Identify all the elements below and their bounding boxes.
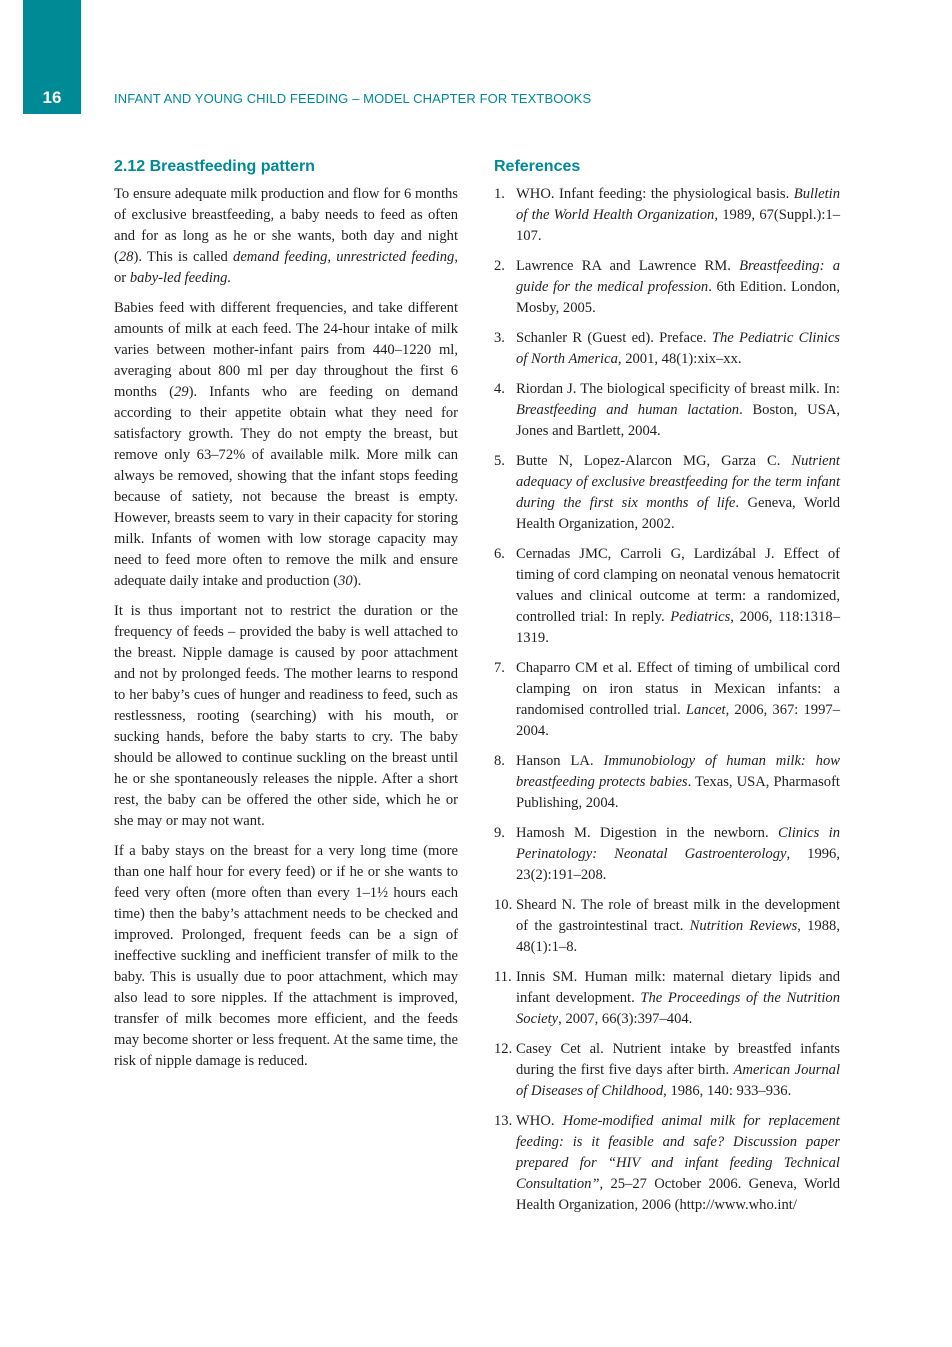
italic-text: Immunobiology of human milk: how breastfeeding protects babies: [516, 753, 840, 790]
reference-item: [494, 451, 840, 535]
reference-item: [494, 751, 840, 814]
text-run: . Boston, USA, Jones and Bartlett, 2004.: [516, 402, 840, 439]
reference-item: [494, 967, 840, 1030]
text-run: , 1996, 23(2):191–208.: [516, 846, 840, 883]
italic-text: The Pediatric Clinics of North America: [516, 330, 840, 367]
text-run: , 25–27 October 2006. Geneva, World Health Organization, 2006 (http://www.who.int/: [516, 1176, 840, 1213]
text-run: Chaparro CM et al. Effect of timing of umbilical cord clamping on iron status in Mexican infants: a randomised controlled trial.: [516, 660, 840, 718]
text-run: , 2001, 48(1):xix–xx.: [617, 351, 742, 367]
italic-text: demand feeding, unrestricted feeding: [233, 249, 455, 265]
italic-text: 30: [338, 573, 353, 589]
reference-item: [494, 256, 840, 319]
reference-number: 10.: [494, 897, 513, 913]
italic-text: baby-led feeding.: [129, 270, 232, 286]
text-run: . 6th Edition. London, Mosby, 2005.: [516, 279, 840, 316]
reference-number: 7.: [494, 660, 505, 676]
text-run: Riordan J. The biological specificity of breast milk. In:: [516, 381, 840, 397]
body-paragraph: [114, 184, 458, 289]
text-run: Casey Cet al. Nutrient intake by breastfed infants during the first five days after birth.: [516, 1041, 840, 1078]
italic-text: 28: [118, 249, 134, 265]
text-run: It is thus important not to restrict the duration or the frequency of feeds – provided the baby is well attached to the breast. Nipple damage is caused by poor attachment and not by prolonged feeds. The mother learns to respond to her baby’s cues of hunger and readiness to feed, such as restlessness, rooting (searching) with his mouth, or sucking hands, before the baby starts to cry. The baby should be allowed to continue suckling on the breast until he or she spontaneously releases the nipple. After a short rest, the baby can be offered the other side, which he or she may or may not want.: [114, 603, 458, 829]
body-paragraph: [114, 298, 458, 592]
reference-item: [494, 1039, 840, 1102]
references-heading: References: [494, 158, 581, 175]
text-run: , 2006, 367: 1997–2004.: [516, 702, 840, 739]
text-run: Schanler R (Guest ed). Preface.: [516, 330, 712, 346]
reference-number: 1.: [494, 186, 505, 202]
text-run: , 2006, 118:1318–1319.: [516, 609, 840, 646]
italic-text: The Proceedings of the Nutrition Society: [516, 990, 840, 1027]
italic-text: Home-modified animal milk for replacement feeding: is it feasible and safe? Discussion paper prepared for “HIV and infant feeding Technical Consultation”: [516, 1113, 840, 1192]
reference-number: 6.: [494, 546, 505, 562]
text-run: If a baby stays on the breast for a very long time (more than one half hour for every feed) or if he or she wants to feed very often (more often than every 1–1½ hours each time) then the baby’s attachment needs to be checked and improved. Prolonged, frequent feeds can be a sign of ineffective suckling and inefficient transfer of milk to the baby. This is usually due to poor attachment, which may also lead to sore nipples. If the attachment is improved, transfer of milk becomes more efficient, and the feeds may become shorter or less frequent. At the same time, the risk of nipple damage is reduced.: [114, 843, 458, 1069]
reference-number: 5.: [494, 453, 505, 469]
italic-text: American Journal of Diseases of Childhood: [516, 1062, 840, 1099]
page-number: 16: [42, 88, 62, 107]
italic-text: Nutrition Reviews: [689, 918, 798, 934]
text-run: , 1989, 67(Suppl.):1–107.: [516, 207, 840, 244]
reference-number: 2.: [494, 258, 505, 274]
text-run: ). This is called: [133, 249, 234, 265]
text-run: , 2007, 66(3):397–404.: [558, 1011, 693, 1027]
italic-text: Clinics in Perinatology: Neonatal Gastroenterology: [516, 825, 840, 862]
reference-item: [494, 379, 840, 442]
body-paragraph: [114, 841, 458, 1072]
reference-item: [494, 1111, 840, 1216]
italic-text: 29: [173, 384, 189, 400]
reference-number: 8.: [494, 753, 505, 769]
text-run: ).: [352, 573, 362, 589]
section-heading: 2.12 Breastfeeding pattern: [114, 158, 315, 175]
text-run: ). Infants who are feeding on demand according to their appetite obtain what they need for satisfactory growth. They do not empty the breast, but remove only 63–72% of available milk. More milk can always be removed, showing that the infant stops feeding because of satiety, not because the breast is empty. However, breasts seem to vary in their capacity for storing milk. Infants of women with low storage capacity may need to feed more often to remove the milk and ensure adequate daily intake and production (: [114, 384, 458, 589]
text-run: WHO. Infant feeding: the physiological basis.: [516, 186, 794, 202]
text-run: Innis SM. Human milk: maternal dietary lipids and infant development.: [516, 969, 840, 1006]
reference-item: [494, 823, 840, 886]
italic-text: Pediatrics: [670, 609, 731, 625]
text-run: Lawrence RA and Lawrence RM.: [516, 258, 740, 274]
body-paragraph: [114, 601, 458, 832]
reference-number: 13.: [494, 1113, 513, 1129]
running-title: INFANT AND YOUNG CHILD FEEDING – MODEL CHAPTER FOR TEXTBOOKS: [114, 91, 592, 106]
text-run: , 1986, 140: 933–936.: [663, 1083, 792, 1099]
reference-item: [494, 544, 840, 649]
text-run: Hanson LA.: [516, 753, 604, 769]
text-run: , 1988, 48(1):1–8.: [516, 918, 840, 955]
text-run: Cernadas JMC, Carroli G, Lardizábal J. Effect of timing of cord clamping on neonatal venous hematocrit values and clinical outcome at term: a randomized, controlled trial: In reply.: [516, 546, 840, 625]
reference-list: [494, 184, 840, 1216]
italic-text: Lancet: [685, 702, 726, 718]
italic-text: Nutrient adequacy of exclusive breastfeeding for the term infant during the first six months of life: [516, 453, 840, 511]
reference-item: [494, 328, 840, 370]
text-run: , or: [114, 249, 458, 286]
text-run: To ensure adequate milk production and flow for 6 months of exclusive breastfeeding, a baby needs to feed as often and for as long as he or she wants, both day and night (: [114, 186, 458, 265]
reference-number: 4.: [494, 381, 505, 397]
reference-number: 11.: [494, 969, 512, 985]
text-run: Babies feed with different frequencies, and take different amounts of milk at each feed. The 24-hour intake of milk varies between mother-infant pairs from 440–1220 ml, averaging about 800 ml per day throughout the first 6 months (: [114, 300, 458, 400]
references-column: [494, 156, 840, 1225]
italic-text: Bulletin of the World Health Organization: [516, 186, 840, 223]
reference-item: [494, 895, 840, 958]
text-run: Butte N, Lopez-Alarcon MG, Garza C.: [516, 453, 792, 469]
reference-number: 9.: [494, 825, 505, 841]
reference-item: [494, 658, 840, 742]
italic-text: Breastfeeding and human lactation: [516, 402, 740, 418]
reference-item: [494, 184, 840, 247]
text-run: Sheard N. The role of breast milk in the development of the gastrointestinal tract.: [516, 897, 840, 934]
page-number-tab: [23, 0, 81, 114]
text-run: WHO.: [516, 1113, 563, 1129]
text-run: . Geneva, World Health Organization, 2002.: [516, 495, 840, 532]
text-run: . Texas, USA, Pharmasoft Publishing, 2004.: [516, 774, 840, 811]
italic-text: Breastfeeding: a guide for the medical profession: [516, 258, 840, 295]
text-run: Hamosh M. Digestion in the newborn.: [516, 825, 778, 841]
body-column: [114, 156, 458, 1081]
reference-number: 3.: [494, 330, 505, 346]
reference-number: 12.: [494, 1041, 513, 1057]
